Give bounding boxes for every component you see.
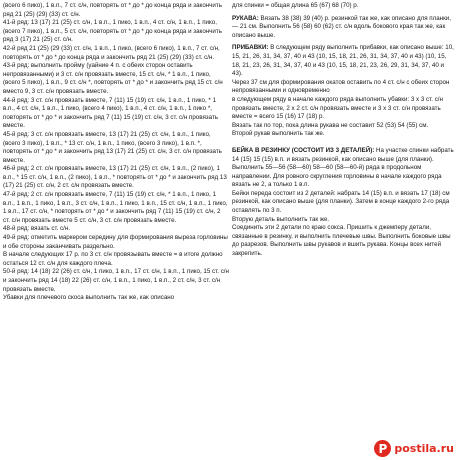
postila-logo-text: postila.ru (394, 442, 454, 455)
section-heading: РУКАВА: (232, 14, 259, 22)
left-column (3, 2, 229, 303)
text-line: В начале следующих 17 р. по 3 ст. с/н провязывать вместе = в итоге должно остаться 12 ст. с/н для каждого плеча. (3, 251, 223, 267)
text-line: 45-й ряд: 3 ст. с/н провязать вместе, 13 (17) 21 (25) ст. с/н, 1 в.п., 1 пико, (всего 3 пико), 1 в.п., * 13 ст. с/н, 1 в.п., 1 пико, (всего 3 пико), 1 в.п. *, повторять от * до * и закончить ряд 13 (17) 21 (25) ст. с/н, 3 ст. с/н провязать вместе. (3, 130, 222, 164)
text-line: 43-й ряд: выполнить пройму (уайние 4 п. с обеих сторон оставить непровязанными) и 3 ст. с/н провязать вместе, 15 ст. с/н, * 1 в.п., 1 пико, (всего 5 пико), 1 в.п., 9 ст. с/н *, повторять от * до * и закончить ряд 15 ст. с/н вместо 9, 3 ст. с/н провязать вместе. (3, 62, 223, 95)
section-text: В следующем ряду выполнить прибавки, как описано выше: 10, 15, 21, 26, 31, 34, 37, 40 и 43 (10, 15, 18, 21, 26, 31, 34, 37, 40 и 43) (10, 15, 18, 21, 23, 26, 31, 34, 37, 40 и 43 (10, 15, 18, 21, 23, 26, 29, 31, 34, 37, 40 и 43). (232, 44, 454, 78)
section-heading: БЕЙКА В РЕЗИНКУ (СОСТОИТ ИЗ 3 ДЕТАЛЕЙ): (232, 146, 375, 154)
text-line: в следующем ряду в начале каждого ряда выполнить убавки: 3 х 3 ст. с/н провязать вместе, 2 х 2 ст. с/н провязать вместе и 3 х 3 ст. с/н провязать вместе = всего 15 (16) 17 (18) р. (232, 95, 443, 121)
text-line: 42-й ряд 21 (25) (29 (33) ст. с/н, 1 в.п., 1 пико, (всего 6 пико), 1 в.п., 7 ст. с/н, повторять от * до * до конца ряда и закончить ряд 21 (25) (29) (33) ст. с/н. (3, 44, 220, 61)
text-line: Убавки для плечевого скоса выполнить так же, как описано (3, 294, 175, 302)
text-line: 46-й ряд: 2 ст. с/н провязать вместе, 13 (17) 21 (25) ст. с/н, 1 в.п., (2 пико), 1 в.п., * 15 ст. с/н, 1 в.п., (2 пико), 1 в.п., * повторять от * до * и закончить ряд 13 (17) 21 (25) ст. с/н, 2 ст. с/н провязать вместе. (3, 165, 227, 190)
text-line: Соединить эти 2 детали по краю сокса. Пришить к джемперу детали, связанные в резинку, и выполнить плечевые швы. Выполнить боковые швы до разрезов. Выполнить швы рукавов и вшить рукава. Концы всех нитей закрепить. (232, 224, 451, 258)
text-line: 41-й ряд: 13 (17) 21 (25) ст. с/н, 1 в.п., 1 пико, 1 в.п., 4 ст. с/н, 1 в.п., 1 пико, (всего 7 пико), 1 в.п., 5 ст. с/н, повторять от * до * до конца ряда и закончить ряд 3 (17) 21 (25) ст. с/н. (3, 19, 222, 44)
text-line: Вязать так по тор, пока длина рукава не составит 52 (53) 54 (55) см. (232, 121, 429, 129)
text-line: Бейки переда состоит из 2 деталей: набрать 14 (15) в.п. и вязать 17 (18) см резинкой, как описано выше (для планки). Затем в конце каждого 2-го ряда оставлять по 3 п. (232, 189, 450, 215)
section-text: На участке спинки набрать 14 (15) 15 (15) в.п. и вязать резинкой, как описано выше (для планки). Выполнить 55—56 (58—60) 58—60 (58—60-й) ряда в продольном направлении. Для ровного скругления горловины в начале каждого ряда вязать не 2, а только 1 в.п. (232, 146, 454, 189)
band-paragraph (232, 147, 456, 190)
section-text: Вязать 38 (38) 39 (40) р. резинкой так же, как описано для планки, — 21 см. Выполнить 56 (58) 60 (62) ст. с/н вдоль бокового края так же, как описано выше. (232, 14, 451, 39)
spine-line: для спинки = общая длина 65 (67) 68 (70) р. (232, 2, 359, 9)
increases-paragraph (232, 44, 456, 78)
right-column (232, 2, 456, 259)
text-line: Вторую деталь выполнить так же. (232, 215, 330, 223)
text-line: 49-й ряд: отметить маркером середину для формирования выреза горловины и обе стороны заканчивать раздельно. (3, 234, 228, 250)
text-line: Через 37 см для формирования окатов оставить по 4 ст. с/н с обеих сторон непровязанными и одновременно (232, 78, 450, 95)
postila-logo-icon: P (374, 440, 391, 457)
text-line: 50-й ряд: 14 (18) 22 (26) ст. с/н, 1 пико, 1 в.п., 17 ст. с/н, 1 в.п., 1 пико, 15 ст. с/н и закончить ряд 14 (18) 22 (26) ст. с/н, 1 в.п., 1 пико, 1 в.п., 2 ст. с/н, 3 ст. с/н провязать вместе. (3, 268, 229, 293)
text-line: 47-й ряд: 2 ст. с/н провязать вместе, 7 (11) 15 (19) ст. с/н, * 1 в.п., 1 пико, 1 в.п., 1 в.п., 1 пико, 1 в.п., 3 ст. с/н, 1 в.п., 1 пико, 1 в.п., 15 ст. с/н, 1 в.п., 1 пико, 1 в.п., 17 ст. с/н, * повторять от * до * и закончить ряд 7 (11) 15 (19) ст. с/н, 2 ст. с/н провязать вместе 5 ст. с/н, 3 ст. с/н провязать вместе. (3, 191, 228, 224)
text-line: 44-й ряд: 3 ст. с/н провязать вместе, 7 (11) 15 (19) ст. с/н, 1 в.п., 1 пико, * 1 в.п., 4 ст. с/н, 1 в.п., 1 пико, (всего 4 пико), 1 в.п., 4 ст. с/н, 1 в.п., 1 пико *, повторять от * до * и закончить ряд 7 (11) 15 (19) ст. с/н, 3 ст. с/н провязать вместе. (3, 96, 219, 130)
section-heading: ПРИБАВКИ: (232, 44, 269, 52)
text-line: 48-й ряд: вязать ст. с/н. (3, 225, 71, 233)
postila-watermark (374, 440, 454, 457)
sleeve-paragraph (232, 15, 456, 41)
text-line: (всего 6 пико), 1 в.п., 7 ст. с/н, повторять от * до * до конца ряда и закончить ряд 21 (25) (29) (33) ст. с/н. (3, 2, 222, 18)
text-line: Второй рукав выполнить так же. (232, 130, 325, 138)
